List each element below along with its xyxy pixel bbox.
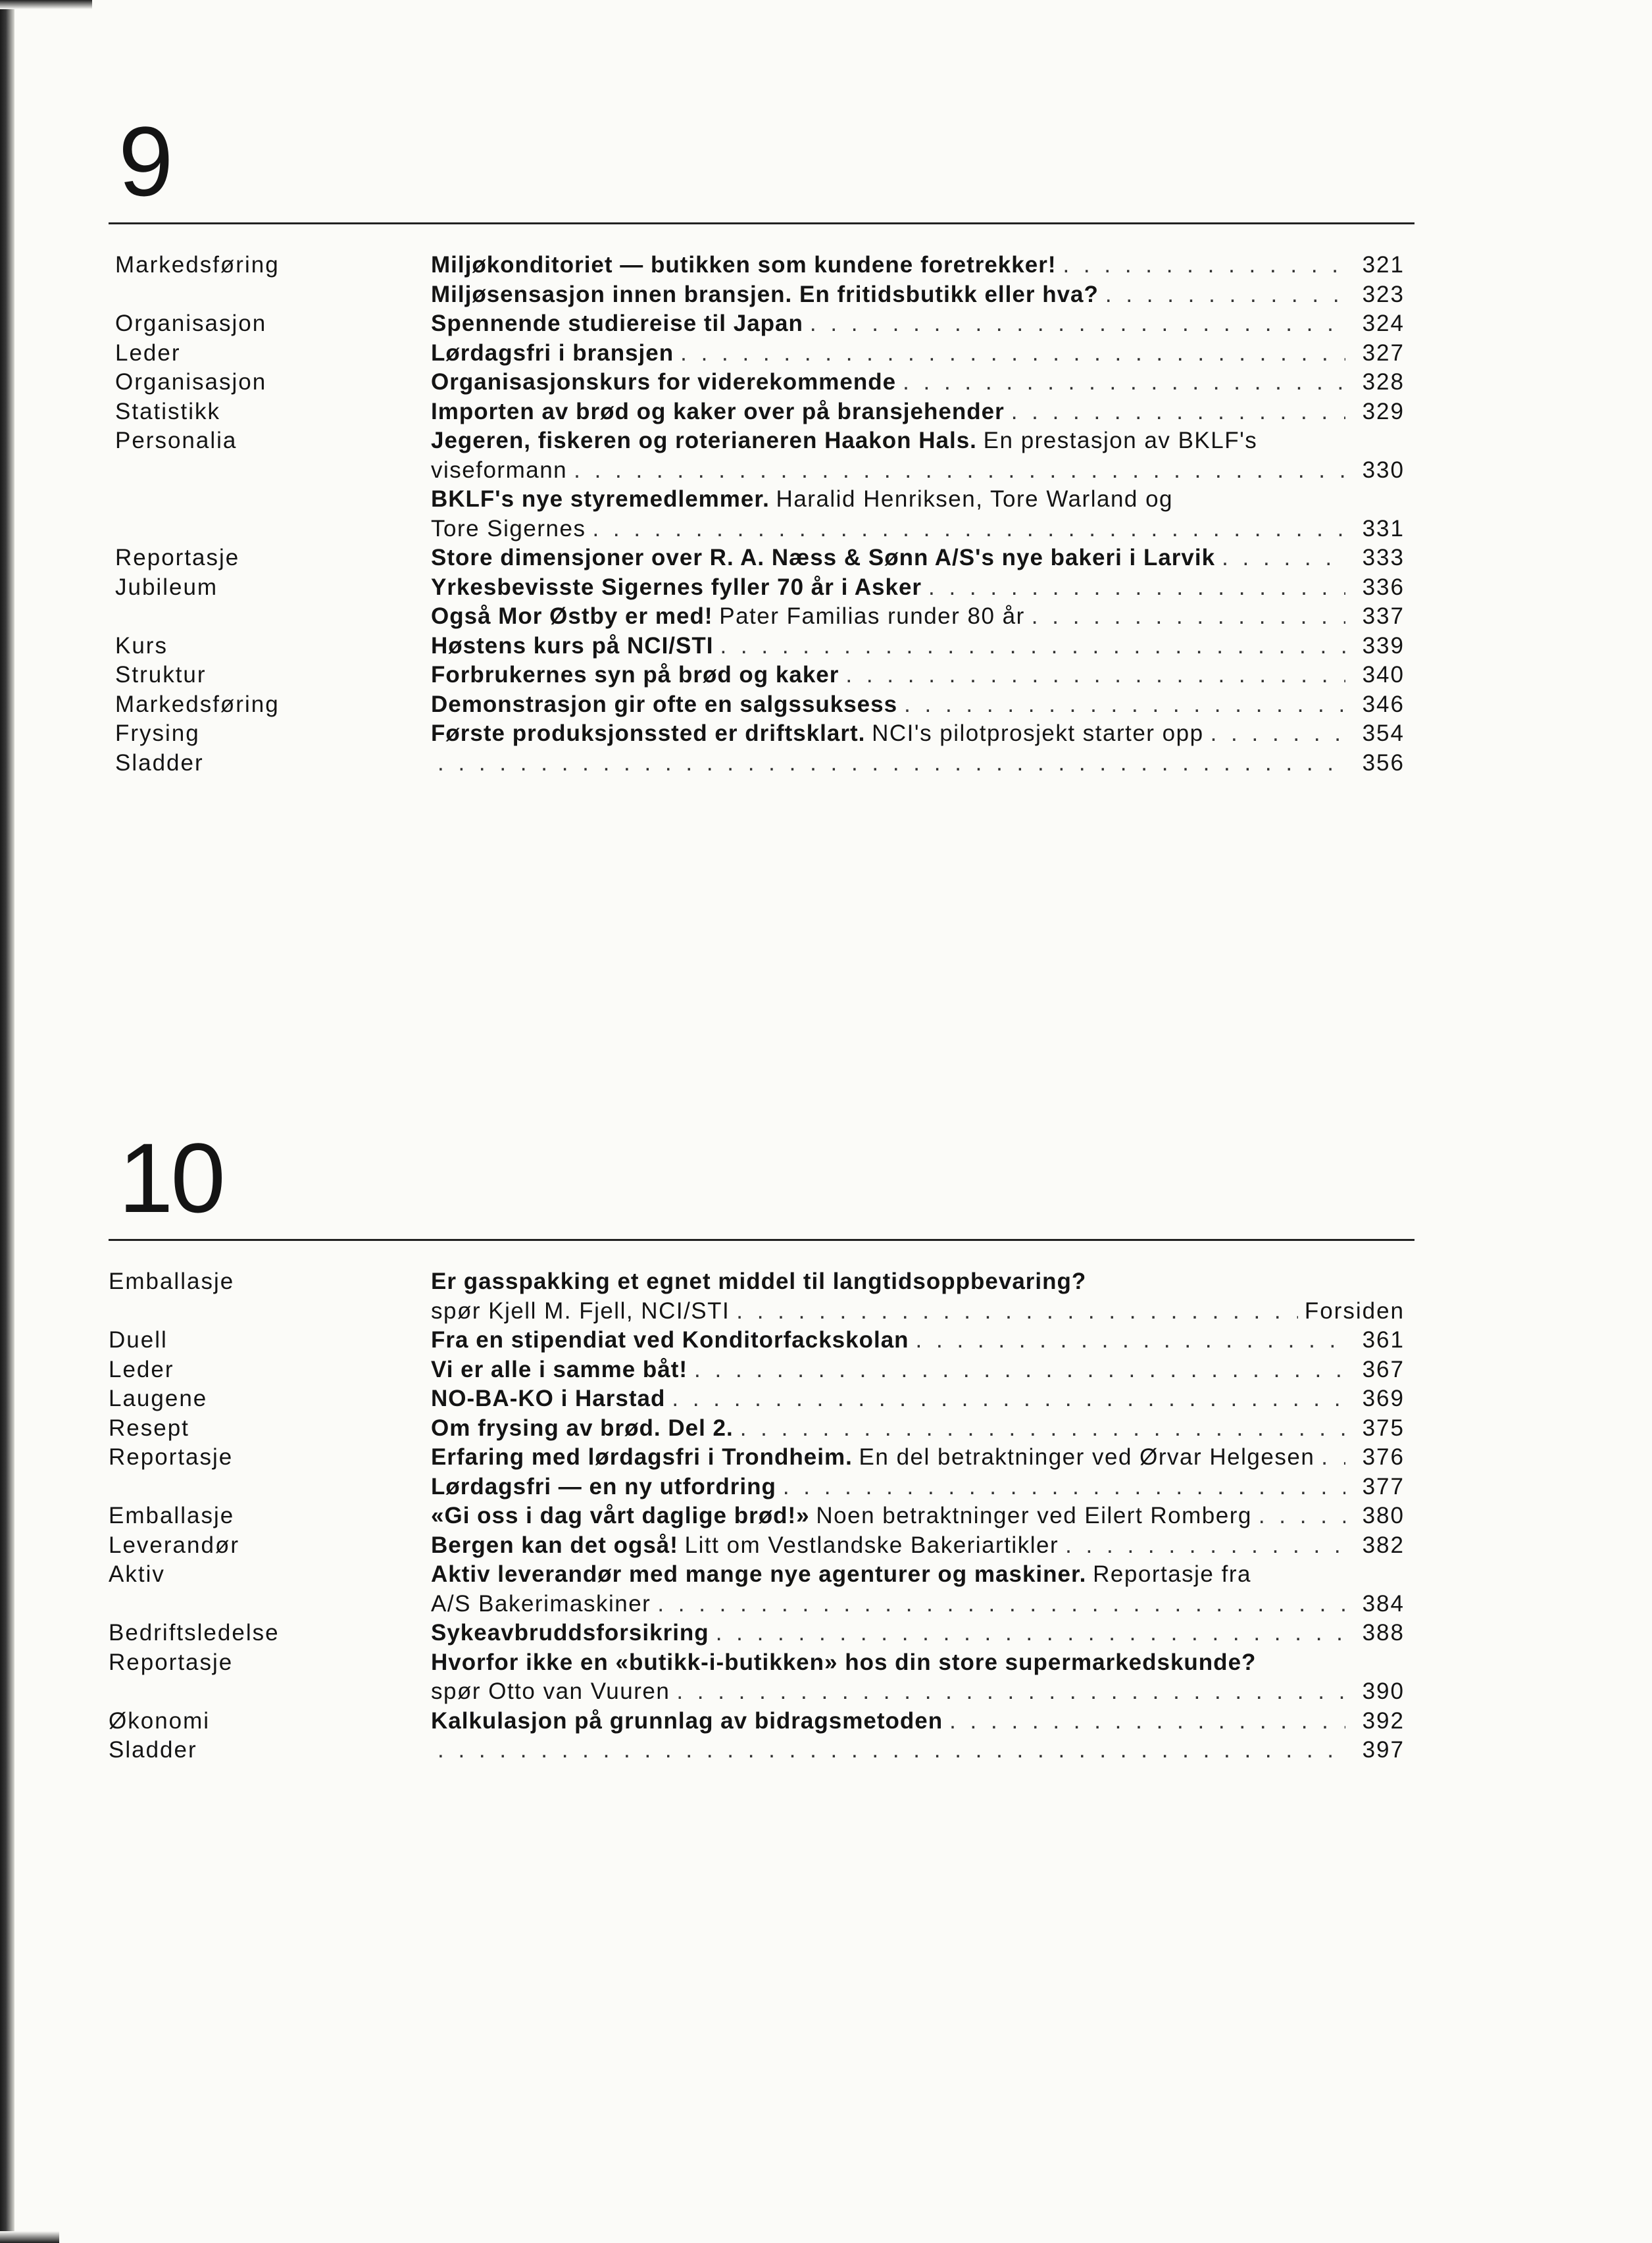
article-title: Store dimensjoner over R. A. Næss & Sønn A/S's nye bakeri i Larvik xyxy=(431,545,1216,570)
article-title: Vi er alle i samme båt! xyxy=(431,1356,688,1382)
toc-entry xyxy=(431,1384,1405,1414)
page-number: 380 xyxy=(1362,1503,1405,1528)
toc-entry xyxy=(431,426,1405,456)
page-number: 331 xyxy=(1362,515,1405,542)
spacer xyxy=(810,1501,816,1531)
toc-row xyxy=(109,1473,1414,1502)
page-number: 397 xyxy=(1362,1737,1405,1763)
toc-category: Markedsføring xyxy=(115,691,280,717)
dot-leader xyxy=(1032,602,1345,632)
article-subtitle: En prestasjon av BKLF's xyxy=(983,428,1258,453)
page-number: 356 xyxy=(1362,749,1405,776)
page-number: 354 xyxy=(1362,720,1405,746)
page-number: 390 xyxy=(1362,1678,1405,1704)
dot-leader xyxy=(916,1326,1345,1355)
toc-category: Sladder xyxy=(109,1737,197,1763)
toc-row xyxy=(109,1267,1414,1297)
article-title: NO-BA-KO i Harstad xyxy=(431,1386,666,1411)
toc-row xyxy=(109,661,1414,690)
dot-leader xyxy=(680,339,1345,368)
toc-category: Reportasje xyxy=(109,1444,234,1470)
article-subtitle: spør Kjell M. Fjell, NCI/STI xyxy=(431,1298,730,1324)
toc-row xyxy=(109,690,1414,720)
dot-leader xyxy=(904,690,1345,720)
page-number: 324 xyxy=(1362,311,1405,336)
toc-row xyxy=(109,573,1414,603)
article-subtitle: A/S Bakerimaskiner xyxy=(431,1590,651,1617)
toc-row xyxy=(109,339,1414,368)
page-number: 321 xyxy=(1362,252,1405,278)
toc-category: Reportasje xyxy=(115,545,240,570)
issue-section-10 xyxy=(109,1122,1414,1765)
toc-category: Sladder xyxy=(115,749,204,776)
section-rule xyxy=(109,222,1414,224)
toc-category: Leverandør xyxy=(109,1532,239,1558)
toc-row xyxy=(109,632,1414,661)
toc-row xyxy=(109,543,1414,573)
page-number: 330 xyxy=(1362,457,1405,483)
toc-row xyxy=(109,397,1414,427)
dot-leader xyxy=(1063,251,1345,280)
dot-leader xyxy=(783,1473,1345,1502)
toc-category: Statistikk xyxy=(115,398,221,424)
toc-row xyxy=(109,251,1414,280)
toc-entry xyxy=(431,690,1405,720)
toc-entry xyxy=(431,1501,1405,1531)
toc-row xyxy=(109,1384,1414,1414)
toc-row xyxy=(109,1443,1414,1473)
article-title: Miljøkonditoriet — butikken som kundene foretrekker! xyxy=(431,252,1057,278)
article-subtitle: Reportasje fra xyxy=(1093,1561,1251,1587)
issue-number: 10 xyxy=(118,1122,223,1233)
article-subtitle: Litt om Vestlandske Bakeriartikler xyxy=(684,1532,1059,1558)
toc-category: Jubileum xyxy=(115,574,218,600)
page-number: 323 xyxy=(1362,281,1405,307)
article-subtitle: Haralid Henriksen, Tore Warland og xyxy=(776,486,1174,512)
toc-entry xyxy=(431,339,1405,368)
article-subtitle: Tore Sigernes xyxy=(431,515,586,542)
toc-entry xyxy=(431,515,1405,544)
toc-entry xyxy=(431,719,1405,749)
article-title: Første produksjonssted er driftsklart. xyxy=(431,720,866,746)
toc-entry xyxy=(431,456,1405,486)
article-subtitle: spør Otto van Vuuren xyxy=(431,1678,670,1704)
toc-category: Markedsføring xyxy=(115,252,280,278)
article-title: Spennende studiereise til Japan xyxy=(431,311,803,336)
page-number: 384 xyxy=(1362,1590,1405,1617)
toc-category: Aktiv xyxy=(109,1561,165,1587)
dot-leader xyxy=(672,1384,1345,1414)
dot-leader xyxy=(740,1414,1345,1444)
toc-entry xyxy=(431,485,1405,515)
page-number: 376 xyxy=(1362,1444,1405,1470)
toc-category: Reportasje xyxy=(109,1649,234,1675)
dot-leader xyxy=(1011,397,1345,427)
page-number: 388 xyxy=(1362,1620,1405,1646)
toc-entry xyxy=(431,1473,1405,1502)
toc-row xyxy=(109,1297,1414,1326)
toc-row xyxy=(109,1590,1414,1619)
issue-section-9 xyxy=(109,106,1414,778)
toc-category: Resept xyxy=(109,1415,189,1441)
table-of-contents xyxy=(109,251,1414,778)
article-title: Erfaring med lørdagsfri i Trondheim. xyxy=(431,1444,853,1470)
article-title: Importen av brød og kaker over på bransjehender xyxy=(431,398,1005,424)
toc-row xyxy=(109,602,1414,632)
toc-entry xyxy=(431,632,1405,661)
toc-entry xyxy=(431,309,1405,339)
toc-category: Frysing xyxy=(115,720,200,746)
toc-row xyxy=(109,426,1414,456)
toc-category: Emballasje xyxy=(109,1269,235,1294)
toc-entry xyxy=(431,1355,1405,1385)
article-title: Demonstrasjon gir ofte en salgssuksess xyxy=(431,691,898,717)
dot-leader xyxy=(845,661,1345,690)
toc-row xyxy=(109,1355,1414,1385)
toc-category: Personalia xyxy=(115,428,238,453)
article-title: «Gi oss i dag vårt daglige brød!» xyxy=(431,1503,810,1528)
dot-leader xyxy=(1211,719,1345,749)
toc-entry xyxy=(431,251,1405,280)
page-number: 369 xyxy=(1362,1386,1405,1411)
spacer xyxy=(853,1443,859,1473)
toc-entry xyxy=(431,368,1405,397)
page-number: 333 xyxy=(1362,545,1405,570)
dot-leader xyxy=(438,1736,1345,1765)
article-subtitle: viseformann xyxy=(431,457,568,483)
toc-entry xyxy=(431,1531,1405,1561)
spacer xyxy=(977,426,984,456)
toc-entry xyxy=(431,749,1405,778)
dot-leader xyxy=(657,1590,1345,1619)
toc-entry xyxy=(431,543,1405,573)
toc-category: Struktur xyxy=(115,662,207,688)
scan-shadow-bottom xyxy=(0,2231,59,2243)
article-title: Miljøsensasjon innen bransjen. En fritidsbutikk eller hva? xyxy=(431,281,1099,307)
article-title: Forbrukernes syn på brød og kaker xyxy=(431,662,839,688)
toc-row xyxy=(109,1707,1414,1736)
dot-leader xyxy=(438,749,1345,778)
toc-entry xyxy=(431,1619,1405,1648)
dot-leader xyxy=(1065,1531,1345,1561)
section-rule xyxy=(109,1239,1414,1241)
article-title: Høstens kurs på NCI/STI xyxy=(431,632,714,659)
toc-category: Duell xyxy=(109,1327,168,1353)
dot-leader xyxy=(949,1707,1345,1736)
toc-row xyxy=(109,1531,1414,1561)
toc-entry xyxy=(431,1414,1405,1444)
dot-leader xyxy=(676,1677,1345,1707)
page-number: 361 xyxy=(1362,1327,1405,1353)
toc-entry xyxy=(431,661,1405,690)
dot-leader xyxy=(1321,1443,1345,1473)
article-title: Er gasspakking et egnet middel til langtidsoppbevaring? xyxy=(431,1269,1087,1294)
toc-row xyxy=(109,1326,1414,1355)
dot-leader xyxy=(1105,280,1345,310)
page-number: 339 xyxy=(1362,632,1405,659)
toc-category: Leder xyxy=(109,1356,174,1382)
article-title: Fra en stipendiat ved Konditorfackskolan xyxy=(431,1327,909,1353)
toc-row xyxy=(109,280,1414,310)
page-number: 382 xyxy=(1362,1532,1405,1558)
page-number: 375 xyxy=(1362,1415,1405,1441)
page-number: 327 xyxy=(1362,340,1405,366)
dot-leader xyxy=(903,368,1345,397)
toc-row xyxy=(109,1736,1414,1765)
toc-row xyxy=(109,1648,1414,1678)
article-title: BKLF's nye styremedlemmer. xyxy=(431,486,770,512)
toc-category: Leder xyxy=(115,340,181,366)
page-number: 367 xyxy=(1362,1356,1405,1382)
page-number: 340 xyxy=(1362,662,1405,688)
page-number: 329 xyxy=(1362,398,1405,424)
toc-entry xyxy=(431,1326,1405,1355)
spacer xyxy=(713,602,719,632)
article-title: Jegeren, fiskeren og roterianeren Haakon Hals. xyxy=(431,428,977,453)
article-title: Bergen kan det også! xyxy=(431,1532,678,1558)
page-number: 392 xyxy=(1362,1707,1405,1734)
page-number: 337 xyxy=(1362,603,1405,629)
toc-row xyxy=(109,719,1414,749)
toc-entry xyxy=(431,280,1405,310)
article-subtitle: Noen betraktninger ved Eilert Romberg xyxy=(816,1503,1252,1528)
article-title: Organisasjonskurs for viderekommende xyxy=(431,369,897,395)
toc-entry xyxy=(431,1707,1405,1736)
toc-row xyxy=(109,1414,1414,1444)
article-subtitle: Pater Familias runder 80 år xyxy=(719,603,1025,629)
dot-leader xyxy=(592,515,1345,544)
toc-category: Økonomi xyxy=(109,1707,211,1734)
dot-leader xyxy=(736,1297,1298,1326)
article-title: Kalkulasjon på grunnlag av bidragsmetoden xyxy=(431,1707,943,1734)
toc-row xyxy=(109,749,1414,778)
toc-entry xyxy=(431,1677,1405,1707)
spacer xyxy=(678,1531,685,1561)
toc-row xyxy=(109,309,1414,339)
toc-row xyxy=(109,1619,1414,1648)
article-title: Aktiv leverandør med mange nye agenturer og maskiner. xyxy=(431,1561,1087,1587)
toc-category: Emballasje xyxy=(109,1503,235,1528)
toc-category: Bedriftsledelse xyxy=(109,1620,280,1646)
page-number: Forsiden xyxy=(1304,1298,1405,1324)
toc-entry xyxy=(431,573,1405,603)
dot-leader xyxy=(1259,1501,1345,1531)
toc-entry xyxy=(431,397,1405,427)
page-number: 377 xyxy=(1362,1473,1405,1500)
toc-row xyxy=(109,515,1414,544)
table-of-contents xyxy=(109,1267,1414,1765)
spacer xyxy=(865,719,872,749)
article-title: Sykeavbruddsforsikring xyxy=(431,1620,709,1646)
page-number: 346 xyxy=(1362,691,1405,717)
dot-leader xyxy=(716,1619,1345,1648)
toc-entry xyxy=(431,602,1405,632)
dot-leader xyxy=(1222,543,1345,573)
toc-row xyxy=(109,485,1414,515)
article-title: Yrkesbevisste Sigernes fyller 70 år i Asker xyxy=(431,574,922,600)
toc-entry xyxy=(431,1736,1405,1765)
scan-shadow-top xyxy=(0,0,92,9)
toc-row xyxy=(109,456,1414,486)
toc-row xyxy=(109,368,1414,397)
article-subtitle: NCI's pilotprosjekt starter opp xyxy=(872,720,1204,746)
toc-category: Organisasjon xyxy=(115,311,267,336)
toc-category: Kurs xyxy=(115,632,168,659)
article-title: Også Mor Østby er med! xyxy=(431,603,713,629)
spacer xyxy=(770,485,776,515)
dot-leader xyxy=(928,573,1345,603)
issue-number: 9 xyxy=(118,106,171,216)
page-number: 328 xyxy=(1362,369,1405,395)
toc-entry xyxy=(431,1297,1405,1326)
article-subtitle: En del betraktninger ved Ørvar Helgesen xyxy=(859,1444,1315,1470)
spacer xyxy=(1086,1560,1093,1590)
toc-entry xyxy=(431,1443,1405,1473)
dot-leader xyxy=(574,456,1345,486)
toc-row xyxy=(109,1501,1414,1531)
article-title: Lørdagsfri i bransjen xyxy=(431,340,674,366)
page-number: 336 xyxy=(1362,574,1405,600)
toc-entry xyxy=(431,1267,1405,1297)
scan-shadow-left xyxy=(0,0,14,2243)
article-title: Lørdagsfri — en ny utfordring xyxy=(431,1473,776,1500)
toc-row xyxy=(109,1560,1414,1590)
dot-leader xyxy=(694,1355,1345,1385)
article-title: Om frysing av brød. Del 2. xyxy=(431,1415,734,1441)
toc-entry xyxy=(431,1590,1405,1619)
dot-leader xyxy=(720,632,1345,661)
article-title: Hvorfor ikke en «butikk-i-butikken» hos din store supermarkedskunde? xyxy=(431,1649,1257,1675)
toc-entry xyxy=(431,1648,1405,1678)
toc-entry xyxy=(431,1560,1405,1590)
toc-row xyxy=(109,1677,1414,1707)
dot-leader xyxy=(810,309,1345,339)
toc-category: Laugene xyxy=(109,1386,208,1411)
toc-category: Organisasjon xyxy=(115,369,267,395)
